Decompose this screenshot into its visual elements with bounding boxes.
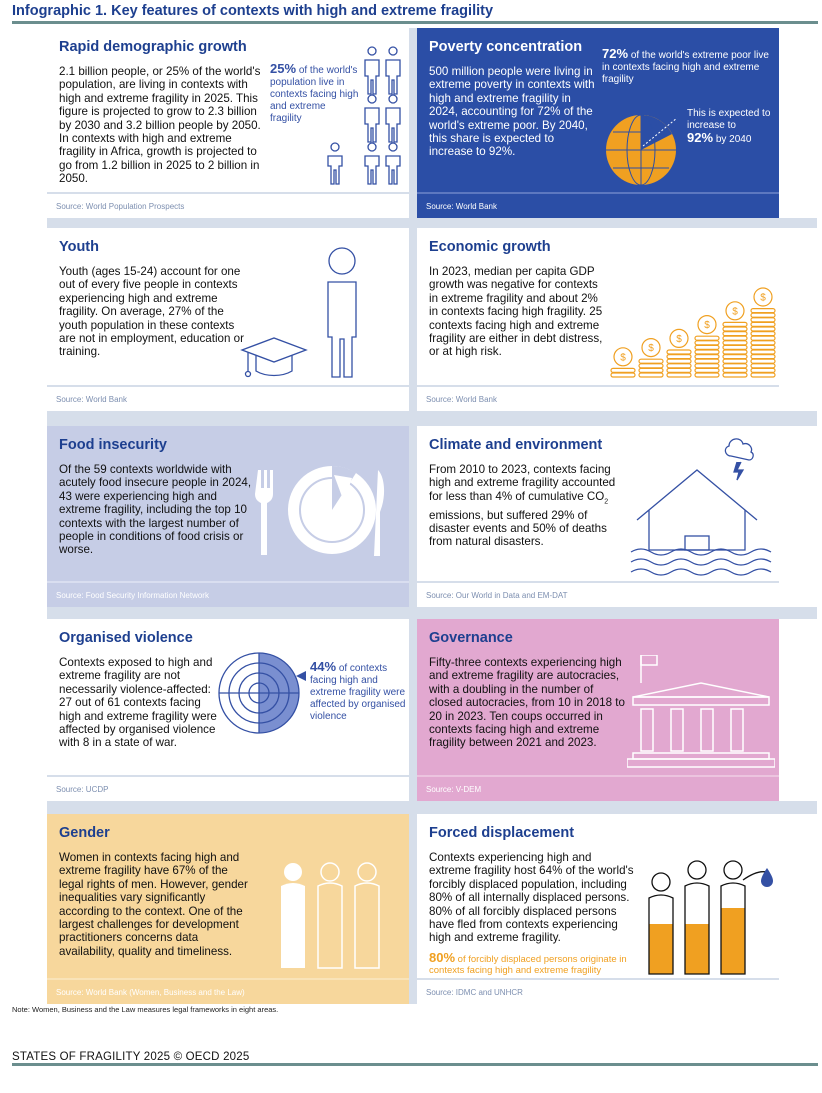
svg-text:$: $: [676, 333, 682, 345]
svg-text:$: $: [648, 343, 654, 355]
source-note: Source: World Bank: [417, 192, 779, 218]
stat-value: 72%: [602, 46, 629, 61]
stat-value: 25%: [270, 61, 297, 76]
panel-heading: Climate and environment: [429, 437, 603, 453]
panel-heading: Food insecurity: [59, 437, 167, 453]
panel-heading: Gender: [59, 825, 110, 841]
panel-violence: [47, 619, 409, 801]
panel-body: Youth (ages 15-24) account for one out of every five people in contexts experiencing high and extreme fragility. On average, 27% of the youth population in these contexts are not in employment, education or training.: [59, 265, 244, 359]
stat-text: of the world's population live in contexts facing high and extreme fragility: [270, 65, 359, 124]
stat-callout: [270, 63, 360, 125]
panel-economic: [417, 228, 779, 411]
gutter-row-1: [47, 218, 817, 228]
stat-text: of contexts facing high and extreme fragility were affected by organised violence: [310, 663, 406, 722]
panel-body: 2.1 billion people, or 25% of the world's population, are living in contexts with high and extreme fragility in 2025. This figure is projected to grow to 2.3 billion by 2030 and 3.2 billion people by 2050. In contexts with high and extreme fragility in Africa, growth is projected to go from 1.2 billion in 2025 to 2 billion in 2050.: [59, 65, 261, 186]
people-icon: [360, 46, 409, 186]
panel-heading: Forced displacement: [429, 825, 575, 841]
panel-body: [429, 463, 619, 549]
footer: STATES OF FRAGILITY 2025 © OECD 2025: [12, 1051, 250, 1063]
stat2-value: 92%: [687, 130, 714, 145]
panel-displacement: [417, 814, 779, 1004]
panel-climate: [417, 426, 779, 607]
panel-gender: [47, 814, 409, 1004]
panel-body: Contexts exposed to high and extreme fragility are not necessarily violence-affected: 27 out of 61 contexts facing high and extreme fragility were affected by organised violence with 8 in a state of war.: [59, 656, 217, 750]
panel-heading: Economic growth: [429, 239, 551, 255]
source-note: Source: World Bank (Women, Business and the Law): [47, 978, 409, 1004]
gutter-row-2: [47, 411, 817, 426]
gender-figures-icon: [275, 862, 385, 974]
panel-youth: [47, 228, 409, 411]
house-flood-icon: [627, 432, 777, 580]
svg-text:$: $: [732, 306, 738, 318]
pie-globe-icon: [603, 106, 683, 190]
panel-body: In 2023, median per capita GDP growth was negative for contexts in extreme fragility and about 2% in contexts facing high fragility. 25 contexts facing high and extreme fragility are either in debt distress, or at high risk.: [429, 265, 603, 359]
stat2-post: by 2040: [715, 134, 752, 145]
svg-text:$: $: [760, 292, 766, 304]
panel-demographic: [47, 28, 409, 218]
source-note: Source: Food Security Information Network: [47, 581, 409, 607]
source-note: Source: World Bank: [47, 385, 409, 411]
panel-heading: Governance: [429, 630, 513, 646]
footer-rule: [12, 1063, 818, 1066]
panel-heading: Organised violence: [59, 630, 193, 646]
gutter-row-3: [47, 607, 817, 619]
coin-stacks-icon: [607, 276, 779, 382]
stat-callout: [310, 661, 406, 723]
source-note: Source: World Population Prospects: [47, 192, 409, 218]
co2-subscript: 2: [604, 498, 609, 506]
panel-body: Fifty-three contexts experiencing high and extreme fragility are autocracies, with a doubling in the number of closed autocracies, from 10 in 2018 to 20 in 2023. Ten coups occurred in contexts facing high and extreme fragility between 2021 and 2023.: [429, 656, 625, 750]
svg-text:$: $: [704, 320, 710, 332]
climate-body-a: From 2010 to 2023, contexts facing high and extreme fragility accounted for less than 4% of cumulative CO: [429, 463, 616, 503]
panel-heading: Poverty concentration: [429, 39, 583, 55]
target-icon: [217, 651, 301, 735]
displaced-figures-icon: [643, 858, 779, 976]
note: Note: Women, Business and the Law measures legal frameworks in eight areas.: [12, 1005, 279, 1014]
panel-body: 500 million people were living in extreme poverty in contexts with high and extreme fragility in 2024, accounting for 72% of the world's extreme poor. By 2040, this share is expected to increase to 92%.: [429, 65, 595, 159]
panel-poverty: [417, 28, 779, 218]
stat-callout: [429, 952, 644, 976]
panel-body: Of the 59 contexts worldwide with acutely food insecure people in 2024, 43 were experiencing high and extreme fragility, including the top 10 contexts with the largest number of people in conditions of food crisis or worse.: [59, 463, 252, 557]
panel-body: Contexts experiencing high and extreme fragility host 64% of the world's forcibly displaced population, including 80% of all internally displaced persons. 80% of all forcibly displaced persons have fled from contexts experiencing high and extreme fragility.: [429, 851, 634, 945]
climate-body-b: emissions, but suffered 29% of disaster events and 50% of deaths from natural disasters.: [429, 508, 607, 549]
gutter-row-4: [47, 801, 817, 814]
panel-food: [47, 426, 409, 607]
stat-callout: [602, 48, 777, 86]
stat2-callout: [687, 108, 779, 146]
panel-heading: Youth: [59, 239, 99, 255]
arrow-icon: [294, 669, 308, 683]
stat2-pre: This is expected to increase to: [687, 108, 771, 131]
svg-text:$: $: [620, 352, 626, 364]
title-rule: [12, 21, 818, 24]
source-note: Source: World Bank: [417, 385, 779, 411]
stat-value: 44%: [310, 659, 337, 674]
source-note: Source: Our World in Data and EM-DAT: [417, 581, 779, 607]
gutter-col: [409, 28, 417, 1004]
panel-heading: Rapid demographic growth: [59, 39, 247, 55]
stat-text: of forcibly displaced persons originate in contexts facing high and extreme fragility: [429, 954, 627, 976]
panel-governance: [417, 619, 779, 801]
person-icon: [323, 142, 349, 188]
panel-body: Women in contexts facing high and extreme fragility have 67% of the legal rights of men. However, gender inequalities vary significantly according to the context. One of the largest challenges for development practitioners concerns data availability, quality and timeliness.: [59, 851, 248, 958]
page-title: Infographic 1. Key features of contexts with high and extreme fragility: [12, 3, 494, 19]
government-building-icon: [627, 655, 775, 775]
plate-cutlery-icon: [252, 462, 402, 562]
source-note: Source: UCDP: [47, 775, 409, 801]
graduate-icon: [232, 242, 372, 380]
stat-value: 80%: [429, 950, 456, 965]
source-note: Source: IDMC and UNHCR: [417, 978, 779, 1004]
source-note: Source: V-DEM: [417, 775, 779, 801]
stat-text: of the world's extreme poor live in contexts facing high and extreme fragility: [602, 50, 769, 85]
